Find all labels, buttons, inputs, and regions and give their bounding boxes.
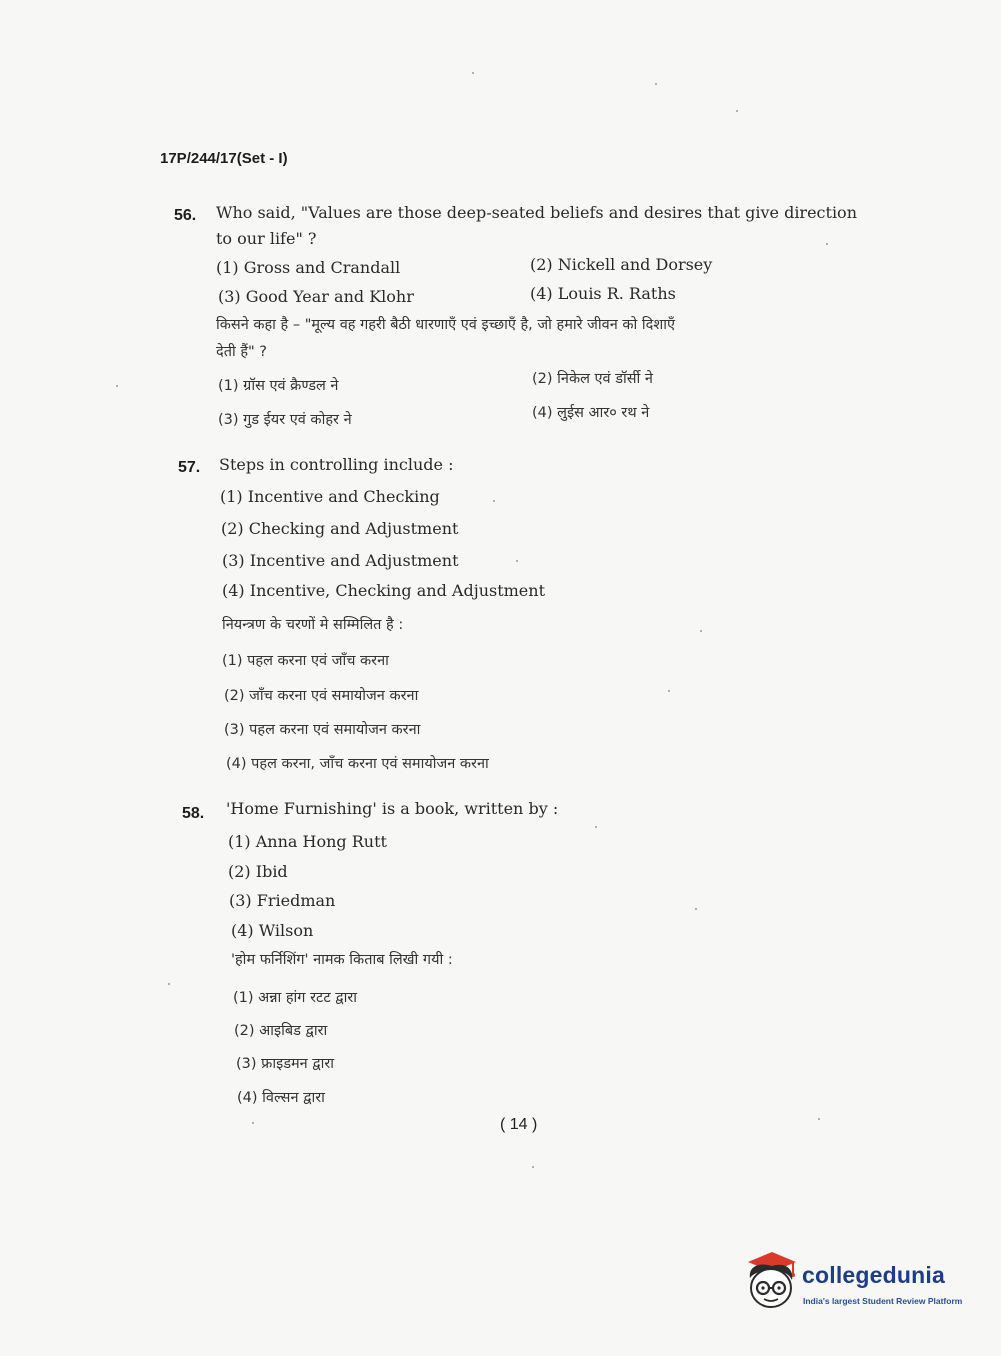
scan-speck xyxy=(668,690,670,692)
brand-tagline: India's largest Student Review Platform xyxy=(803,1296,963,1306)
question-58-option-1-en: (1) Anna Hong Rutt xyxy=(228,832,387,851)
collegedunia-logo xyxy=(742,1248,974,1314)
question-58-option-1-hi: (1) अन्ना हांग रटट द्वारा xyxy=(233,990,358,1006)
scan-speck xyxy=(818,1118,820,1120)
brand-name: collegedunia xyxy=(802,1262,945,1288)
question-57-option-1-hi: (1) पहल करना एवं जाँच करना xyxy=(222,653,389,669)
scan-speck xyxy=(826,243,828,245)
scan-speck xyxy=(695,908,697,910)
question-57-option-2-en: (2) Checking and Adjustment xyxy=(221,519,459,538)
question-57-option-1-en: (1) Incentive and Checking xyxy=(220,487,440,506)
question-58-option-3-en: (3) Friedman xyxy=(229,891,336,910)
question-56-option-1-hi: (1) ग्रॉस एवं क्रैण्डल ने xyxy=(218,378,339,394)
page-number: ( 14 ) xyxy=(500,1116,538,1133)
question-57-text-en: Steps in controlling include : xyxy=(219,455,454,474)
question-56-number: 56. xyxy=(174,207,197,224)
question-56-text-hi: किसने कहा है – "मूल्य वह गहरी बैठी धारणाएँ एवं इच्छाएँ है, जो हमारे जीवन को दिशाएँ xyxy=(216,317,675,333)
question-56-option-2-hi: (2) निकेल एवं डॉर्सी ने xyxy=(532,371,653,387)
scan-speck xyxy=(700,630,702,632)
question-58-number: 58. xyxy=(182,805,205,822)
scan-speck xyxy=(116,385,118,387)
question-56-option-1-en: (1) Gross and Crandall xyxy=(216,258,401,277)
scan-speck xyxy=(252,1122,254,1124)
question-56-text-en: Who said, "Values are those deep-seated beliefs and desires that give direction xyxy=(216,203,857,222)
question-58-text-en: 'Home Furnishing' is a book, written by : xyxy=(226,799,559,818)
question-56-option-4-en: (4) Louis R. Raths xyxy=(530,284,676,303)
question-58-option-4-en: (4) Wilson xyxy=(231,921,314,940)
question-57-option-4-hi: (4) पहल करना, जाँच करना एवं समायोजन करना xyxy=(226,756,489,772)
question-58-option-4-hi: (4) विल्सन द्वारा xyxy=(237,1090,325,1106)
question-58-option-2-en: (2) Ibid xyxy=(228,862,288,881)
question-57-option-3-en: (3) Incentive and Adjustment xyxy=(222,551,459,570)
scan-speck xyxy=(493,500,495,502)
question-56-option-2-en: (2) Nickell and Dorsey xyxy=(530,255,713,274)
question-57-text-hi: नियन्त्रण के चरणों मे सम्मिलित है : xyxy=(222,617,404,633)
question-57-option-2-hi: (2) जाँच करना एवं समायोजन करना xyxy=(224,688,419,704)
question-56-option-4-hi: (4) लुईस आर० रथ ने xyxy=(532,405,650,421)
scan-speck xyxy=(532,1166,534,1168)
question-58-option-3-hi: (3) फ्राइडमन द्वारा xyxy=(236,1056,335,1072)
question-58-option-2-hi: (2) आइबिड द्वारा xyxy=(234,1023,328,1039)
question-57-number: 57. xyxy=(178,459,201,476)
scan-speck xyxy=(516,560,518,562)
question-57-option-3-hi: (3) पहल करना एवं समायोजन करना xyxy=(224,722,421,738)
scan-speck xyxy=(736,110,738,112)
scan-speck xyxy=(168,983,170,985)
scan-speck xyxy=(472,72,474,74)
scan-speck xyxy=(595,826,597,828)
question-56-text-hi-cont: देती हैं" ? xyxy=(216,344,268,360)
paper-code: 17P/244/17(Set - I) xyxy=(160,150,288,167)
question-56-option-3-hi: (3) गुड ईयर एवं कोहर ने xyxy=(218,412,352,428)
question-56-option-3-en: (3) Good Year and Klohr xyxy=(218,287,414,306)
question-56-text-en-cont: to our life" ? xyxy=(216,229,317,248)
mascot-icon xyxy=(742,1248,800,1312)
question-58-text-hi: 'होम फर्निशिंग' नामक किताब लिखी गयी : xyxy=(231,952,453,968)
question-57-option-4-en: (4) Incentive, Checking and Adjustment xyxy=(222,581,546,600)
scan-speck xyxy=(655,83,657,85)
